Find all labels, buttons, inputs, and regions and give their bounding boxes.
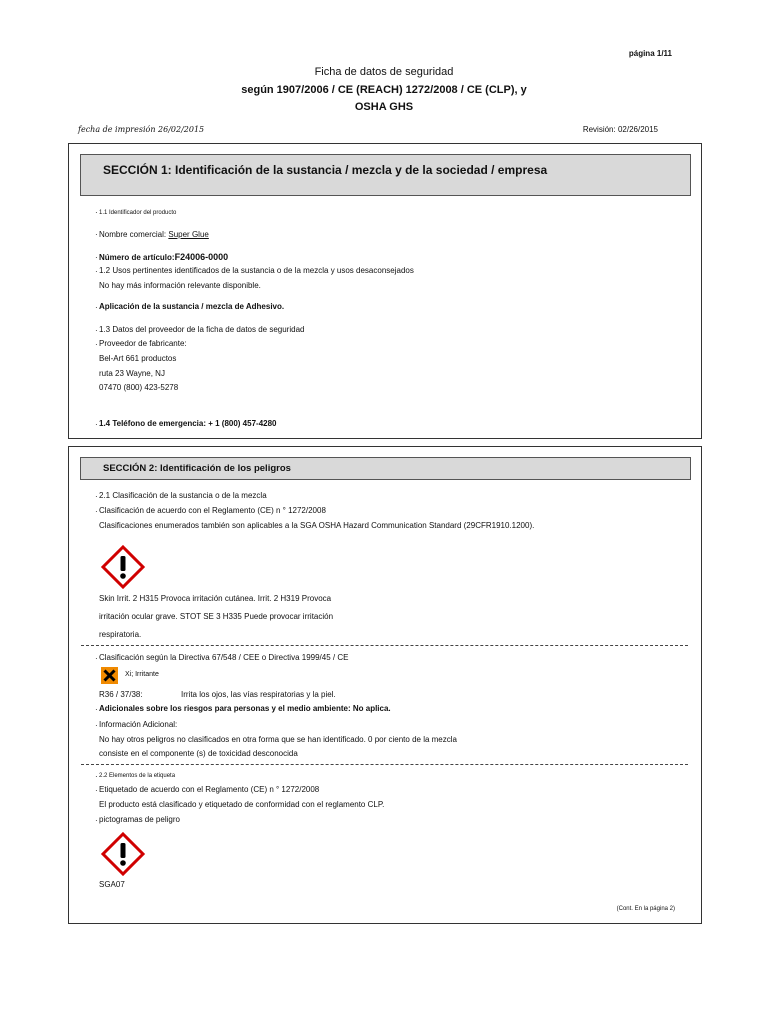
- relevant-uses-note: No hay más información relevante disponible.: [99, 281, 261, 290]
- trade-name-value: Super Glue: [168, 230, 209, 239]
- labelling-regulation: Etiquetado de acuerdo con el Reglamento (CE) n ° 1272/2008: [99, 785, 320, 794]
- hazard-line-3: respiratoria.: [99, 630, 142, 639]
- product-identifier: 1.1 Identificador del producto: [99, 210, 177, 216]
- additional-info-line-2: consiste en el componente (s) de toxicidad desconocida: [99, 749, 298, 758]
- article-number-value: F24006-0000: [174, 252, 229, 262]
- ghs-code: SGA07: [99, 880, 125, 889]
- xi-label: Xi; Irritante: [125, 671, 159, 678]
- bullet: ·: [95, 326, 98, 335]
- document-title: Ficha de datos de seguridad: [314, 66, 454, 78]
- trade-name-label: Nombre comercial:: [99, 230, 167, 239]
- article-number-label: Número de artículo:: [99, 253, 175, 262]
- bullet: ·: [95, 230, 98, 239]
- address-line-2: ruta 23 Wayne, NJ: [99, 369, 165, 378]
- bullet: ·: [95, 492, 98, 501]
- bullet: ·: [95, 507, 98, 516]
- bullet: ·: [95, 340, 98, 349]
- relevant-uses: 1.2 Usos pertinentes identificados de la sustancia o de la mezcla y usos desaconsejados: [99, 266, 414, 275]
- labelling-note: El producto está clasificado y etiquetado de conformidad con el reglamento CLP.: [99, 800, 385, 809]
- address-line-1: Bel-Art 661 productos: [99, 354, 177, 363]
- manufacturer-label: Proveedor de fabricante:: [99, 339, 187, 348]
- section-2-title: SECCIÓN 2: Identificación de los peligros: [103, 463, 291, 474]
- supplier-details: 1.3 Datos del proveedor de la ficha de datos de seguridad: [99, 325, 305, 334]
- article-number: [99, 252, 228, 262]
- osha-note: Clasificaciones enumerados también son aplicables a la SGA OSHA Hazard Communication Standard (29CFR1910.1200).: [99, 521, 535, 530]
- additional-info-label: Información Adicional:: [99, 720, 178, 729]
- revision-date: Revisión: 02/26/2015: [582, 125, 658, 134]
- section-2-box: [68, 446, 702, 924]
- document-subtitle-osha: OSHA GHS: [354, 101, 414, 113]
- bullet: ·: [95, 420, 98, 429]
- ghs07-exclamation-icon: [101, 832, 145, 876]
- additional-risks-text: Adicionales sobre los riesgos para personas y el medio ambiente: No aplica.: [99, 704, 391, 713]
- document-subtitle: según 1907/2006 / CE (REACH) 1272/2008 / CE (CLP), y: [241, 84, 527, 96]
- directive-classification: Clasificación según la Directiva 67/548 / CEE o Directiva 1999/45 / CE: [99, 653, 349, 662]
- classification: 2.1 Clasificación de la sustancia o de la mezcla: [99, 491, 267, 500]
- trade-name: [99, 230, 209, 239]
- continued-note: (Cont. En la página 2): [616, 906, 675, 912]
- bullet: ·: [95, 267, 98, 276]
- bullet: ·: [95, 654, 98, 663]
- page-number: página 1/11: [628, 49, 672, 58]
- hazard-line-2: irritación ocular grave. STOT SE 3 H335 Puede provocar irritación: [99, 612, 334, 621]
- bullet: ·: [95, 772, 98, 781]
- xi-irritant-icon: [101, 667, 118, 684]
- bullet: ·: [95, 253, 98, 262]
- emergency-phone: [99, 419, 277, 428]
- bullet: ·: [95, 816, 98, 825]
- section-1-box: [68, 143, 702, 439]
- section-2-header: [80, 457, 691, 480]
- bullet: ·: [95, 786, 98, 795]
- additional-risks: [99, 704, 391, 713]
- additional-info-line-1: No hay otros peligros no clasificados en otra forma que se han identificado. 0 por ciento de la mezcla: [99, 735, 457, 744]
- label-elements: 2.2 Elementos de la etiqueta: [99, 773, 176, 779]
- emergency-phone-text: 1.4 Teléfono de emergencia: + 1 (800) 457-4280: [99, 419, 277, 428]
- divider: [81, 764, 688, 765]
- section-1-title: SECCIÓN 1: Identificación de la sustancia / mezcla y de la sociedad / empresa: [103, 163, 548, 177]
- ghs-exclamation-icon: [101, 545, 145, 589]
- bullet: ·: [95, 208, 98, 217]
- bullet: ·: [95, 721, 98, 730]
- r-code: R36 / 37/38:: [99, 690, 143, 699]
- regulation: Clasificación de acuerdo con el Reglamento (CE) n ° 1272/2008: [99, 506, 326, 515]
- bullet: ·: [95, 705, 98, 714]
- hazard-pictograms-label: pictogramas de peligro: [99, 815, 180, 824]
- address-line-3: 07470 (800) 423-5278: [99, 383, 179, 392]
- divider: [81, 645, 688, 646]
- section-1-header: [80, 154, 691, 196]
- print-date: fecha de impresión 26/02/2015: [78, 125, 205, 134]
- application: [99, 302, 284, 311]
- bullet: ·: [95, 303, 98, 312]
- r-text: Irrita los ojos, las vías respiratorias y la piel.: [181, 690, 336, 699]
- application-text: Aplicación de la sustancia / mezcla de Adhesivo.: [99, 302, 285, 311]
- hazard-line-1: Skin Irrit. 2 H315 Provoca irritación cutánea. Irrit. 2 H319 Provoca: [99, 594, 332, 603]
